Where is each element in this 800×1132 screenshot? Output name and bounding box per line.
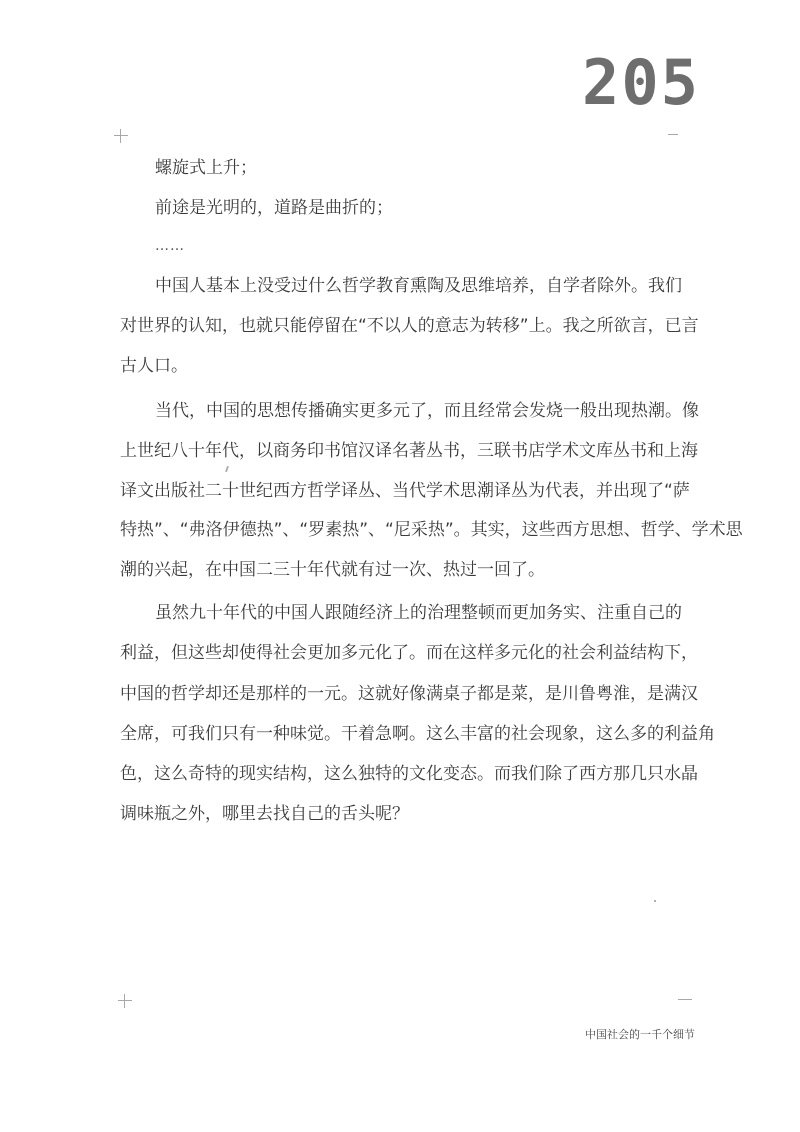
scan-speck <box>654 900 656 902</box>
paragraph-3-line-3: 中国的哲学却还是那样的一元。这就好像满桌子都是菜，是川鲁粤淮，是满汉 <box>120 684 698 704</box>
list-item: 前途是光明的，道路是曲折的； <box>155 198 393 218</box>
paragraph-2-line-1: 当代，中国的思想传播确实更多元了，而且经常会发烧一般出现热潮。像 <box>155 401 699 421</box>
running-footer: 中国社会的一千个细节 <box>585 1028 695 1041</box>
paragraph-1-line-2: 对世界的认知，也就只能停留在“不以人的意志为转移”上。我之所欲言，已言 <box>120 316 699 336</box>
paragraph-3-line-1: 虽然九十年代的中国人跟随经济上的治理整顿而更加务实、注重自己的 <box>155 603 682 623</box>
paragraph-2-line-2: 上世纪八十年代，以商务印书馆汉译名著丛书，三联书店学术文库丛书和上海 <box>120 441 698 461</box>
page-number: 205 <box>582 46 700 119</box>
ellipsis: …… <box>155 238 185 254</box>
paragraph-3-line-6: 调味瓶之外，哪里去找自己的舌头呢？ <box>120 804 409 824</box>
paragraph-3-line-4: 全席，可我们只有一种味觉。干着急啊。这么丰富的社会现象，这么多的利益角 <box>120 724 715 744</box>
crop-mark-bottom-right <box>678 999 692 1000</box>
list-item: 螺旋式上升； <box>155 158 257 178</box>
paragraph-3-line-5: 色，这么奇特的现实结构，这么独特的文化变态。而我们除了西方那几只水晶 <box>120 764 698 784</box>
crop-mark-bottom-left <box>118 994 132 1008</box>
paragraph-2-line-5: 潮的兴起，在中国二三十年代就有过一次、热过一回了。 <box>120 560 545 580</box>
paragraph-1-line-1: 中国人基本上没受过什么哲学教育熏陶及思维培养，自学者除外。我们 <box>155 276 682 296</box>
paragraph-2-line-3: 译文出版社二十世纪西方哲学译丛、当代学术思潮译丛为代表，并出现了“萨 <box>120 481 690 501</box>
crop-mark-top-right <box>668 134 678 135</box>
paragraph-1-line-3: 古人口。 <box>120 356 188 376</box>
scan-speck <box>225 466 229 472</box>
paragraph-2-line-4: 特热”、“弗洛伊德热”、“罗素热”、“尼采热”。其实，这些西方思想、哲学、学术思 <box>120 520 743 540</box>
paragraph-3-line-2: 利益，但这些却使得社会更加多元化了。而在这样多元化的社会利益结构下， <box>120 643 698 663</box>
crop-mark-top-left <box>114 129 128 143</box>
